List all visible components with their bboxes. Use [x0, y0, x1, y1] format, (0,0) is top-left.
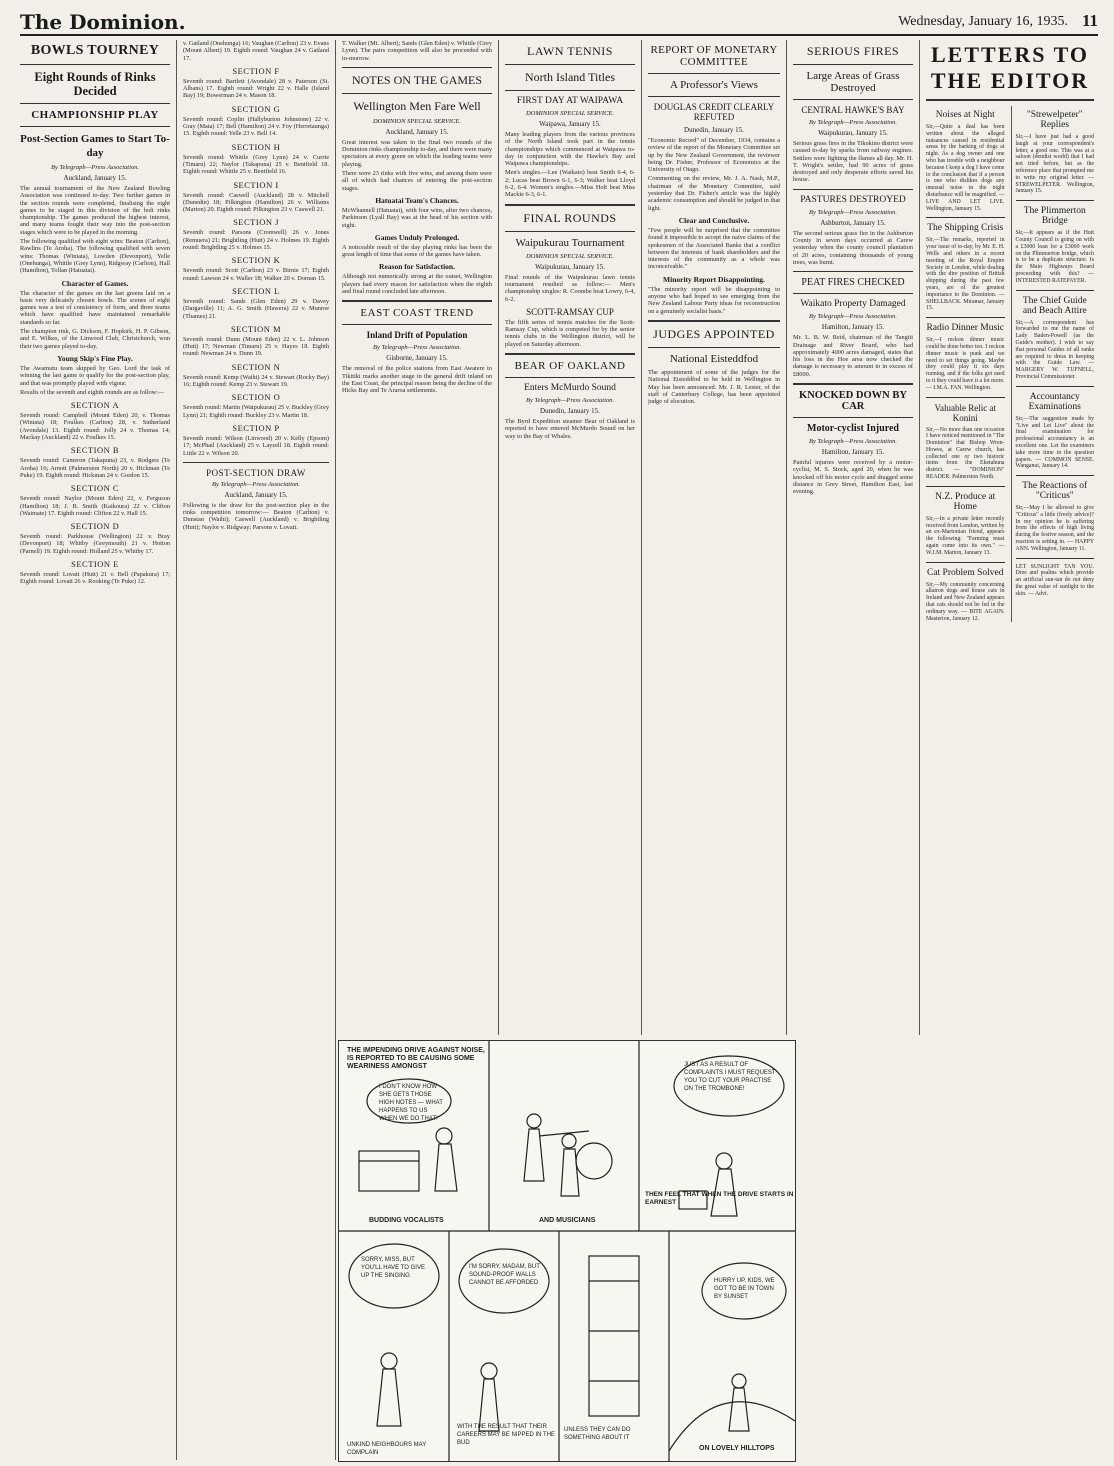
- editorial-cartoon: [338, 1040, 796, 1462]
- article-paragraph: "The minority report will be disappointing to anyone who had hoped to see emerging from the New Zealand Labour Party ideas for reconstruction on a genuinely socialist basis.": [648, 285, 780, 315]
- article-paragraph: Great interest was taken in the final two rounds of the Dominion rinks championship to-day, and there were many spectators at every green on which the leading teams were playing.: [342, 138, 492, 168]
- issue-date: Wednesday, January 16, 1935.: [898, 14, 1068, 29]
- crosshead: Reason for Satisfaction.: [379, 262, 455, 272]
- masthead: [20, 6, 1098, 36]
- speech-bubble: I DON'T KNOW HOW SHE GETS THOSE HIGH NOTES — WHAT HAPPENS TO US WHEN WE DO THAT!: [379, 1084, 443, 1122]
- dateline: Hamilton, January 15.: [821, 448, 885, 457]
- subhead-waikato: Waikato Property Damaged: [800, 299, 906, 310]
- article-paragraph: The annual tournament of the New Zealand Bowling Association was continued to-day. Two further games in the section rounds were completed, finalising the eight games to be staged in this division of the bolt rinks championship. The games produced the highest interest, and many teams fought their way into the post-section stages which were to be played in the morning.: [20, 185, 170, 236]
- section-heading: SECTION G: [231, 103, 281, 114]
- dateline: Waipukurau, January 15.: [818, 129, 888, 137]
- dateline: Dunedin, January 15.: [540, 407, 600, 416]
- section-heading: SECTION A: [70, 400, 120, 411]
- subhead-grass-destroyed: Large Areas of Grass Destroyed: [806, 70, 900, 94]
- dateline: Auckland, January 15.: [224, 490, 288, 499]
- headline-bowls: BOWLS TOURNEY: [30, 43, 160, 58]
- subhead-central-hawkes-bay: CENTRAL HAWKE'S BAY: [801, 105, 905, 115]
- section-heading: SECTION N: [231, 361, 281, 372]
- section-heading: SECTION D: [70, 521, 120, 532]
- special-service: DOMINION SPECIAL SERVICE.: [525, 252, 615, 260]
- results-paragraph: Seventh round: Scott (Carlton) 23 v. Birnie 17; Eighth round: Lawson 24 v. Waller 18; Walker 20 v. Dornan 15.: [183, 267, 329, 282]
- newspaper-title: The Dominion.: [20, 10, 186, 34]
- results-paragraph: Seventh round: Wilson (Linwood) 20 v. Kelly (Epsom) 17; McPhail (Auckland) 25 v. Layzell 18. Eighth round: Little 22 v. Wilson 20.: [183, 434, 329, 457]
- article-paragraph: Results of the seventh and eighth rounds are as follow:—: [20, 388, 165, 396]
- speech-bubble: SORRY, MISS, BUT YOU'LL HAVE TO GIVE UP THE SINGING: [361, 1257, 425, 1279]
- results-paragraph: Seventh round: Parkhouse (Wellington) 22 v. Bray (Devonport) 18; Whitby (Greymouth) 21 v. Hotton (Parnell) 19. Eighth round: Holland 25 v. Whitby 17.: [20, 533, 170, 555]
- crosshead: Clear and Conclusive.: [678, 215, 750, 225]
- cartoon-caption: UNKIND NEIGHBOURS MAY COMPLAIN: [347, 1442, 427, 1456]
- crosshead: Young Skip's Fine Play.: [57, 353, 133, 363]
- section-heading: SECTION H: [231, 141, 281, 152]
- letter-heading: Cat Problem Solved: [926, 567, 1004, 578]
- crosshead: Character of Games.: [61, 278, 129, 288]
- subhead-rinks: Eight Rounds of Rinks Decided: [34, 70, 156, 98]
- cartoon-caption: THEN FEEL THAT WHEN THE DRIVE STARTS IN EARNEST: [645, 1191, 794, 1206]
- results-paragraph: Seventh round: Bartlett (Avondale) 28 v. Paterson (St. Albans) 17. Eighth round: Wright 22 v. Halle (Island Bay) 19; Bowerman 24 v. Mason 18.: [183, 77, 329, 100]
- results-paragraph: Seventh round: Lovatt (Hutt) 21 v. Bell (Papakura) 17; Eighth round: Lovatt 26 v. Rooking (Te Puke) 12.: [20, 570, 170, 586]
- section-heading: SECTION P: [232, 422, 280, 433]
- headline-peat-fires: PEAT FIRES CHECKED: [801, 277, 905, 289]
- cartoon-caption: WITH THE RESULT THAT THEIR CAREERS MAY BE NIPPED IN THE BUD: [457, 1424, 556, 1446]
- article-paragraph: The character of the games on the last greens laid on a basis very delicately chosen bowls. The scenes of eight games was a test of consistency of form, and three teams which have qualified have maintained remarkable standards so far.: [20, 289, 170, 326]
- results-paragraph: Seventh round: Parsons (Cromwell) 26 v. Jones (Remuera) 21; Brightling (Hutt) 24 v. Holmes 19. Eighth round: Brightling 25 v. Holmes 15.: [183, 229, 329, 252]
- article-paragraph: Many leading players from the various provinces of the North Island took part in the tennis championships which commenced at Waipawa to-day in conjunction with the Hawke's Bay and Waipawa championships.: [505, 131, 635, 168]
- letter-body: Sir,—The remarks, reported in your issue of to-day, by Mr. E. H. Wells and others in a recent meeting of the Royal Empire Society in London, while dealing with the dire position of British shipping during the past few years, are of the greatest importance to the Dominion. — SHELLBACK. Miramar, January 15.: [926, 237, 1005, 312]
- column-3: [342, 40, 499, 1035]
- letter-heading: The Plimmerton Bridge: [1023, 206, 1086, 227]
- special-service: DOMINION SPECIAL SERVICE.: [525, 110, 615, 117]
- byline: By Telegraph—Press Association.: [808, 313, 898, 321]
- letter-heading: The Shipping Crisis: [927, 223, 1004, 234]
- page-number: 11: [1081, 11, 1098, 30]
- results-paragraph: Seventh round: Naylor (Mount Eden) 22, v. Ferguson (Hamilton) 18; J. B. Smith (Kaikoura) 22 v. Clifton (Waimate) 17. Eighth round: Clifton 22 v. Hall 15.: [20, 495, 170, 517]
- section-heading: SECTION B: [70, 445, 120, 456]
- letter-heading: The Chief Guide and Beach Attire: [1022, 295, 1087, 316]
- article-paragraph: The Awamutu team skipped by Geo. Lord the task of winning the last game to qualify for the post-section play, and that was promptly played with vigour.: [20, 364, 170, 387]
- byline: By Telegraph—Press Association.: [808, 208, 898, 216]
- article-paragraph: The following qualified with eight wins: Beaton (Carlton), Rawlins (Te Aroha). The following qualified with seven wins: Thomas (Winiata), Lowden (Devonport), Yelle (Onehunga), Whittle (Grey Lynn), Ridgway (Carlton), Hall (Hamilton), Tollan (Hatuatai).: [20, 238, 170, 275]
- crosshead: Hatuatai Team's Chances.: [375, 195, 459, 205]
- special-service: DOMINION SPECIAL SERVICE.: [372, 117, 462, 125]
- subhead-eisteddfod: National Eisteddfod: [669, 352, 759, 365]
- letters-heading: LETTERS TO THE EDITOR: [930, 42, 1090, 93]
- section-heading: SECTION C: [70, 483, 120, 494]
- letter-body: Sir,—It appears as if the Hutt County Council is going on with a £3000 loan for a £3000 work on the Plimmerton bridge, which is to be a duplicate structure. Is the Main Highways Board proceeding with this? — INTERESTED RATEPAYER.: [1015, 230, 1094, 284]
- article-paragraph: Final rounds of the Waipukurau lawn tennis tournament resulted as follow:— Men's championship singles: R. Coombe beat Lowry, 6-4, 6-2.: [505, 273, 635, 303]
- results-paragraph: Seventh round: Campbell (Mount Eden) 20, v. Thomas (Winiata) 18; Foulkes (Carlton) 28, v. Sutherland (Avondale) 13. Eighth round: Jolly 24 v. Thomas 14; Mackay (Auckland) 22 v. Foulkes 15.: [20, 412, 170, 442]
- article-paragraph: Serious grass fires in the Tikokino district were caused to-day by sparks from railway engines. Settlers were fighting the flames all day. Mr. H. T. Wright's settler, had 90 acres of grass destroyed and only desperate efforts saved his house.: [793, 140, 913, 184]
- headline-monetary: REPORT OF MONETARY COMMITTEE: [650, 44, 778, 68]
- letter-body: Sir,—No more than one occasion I have noticed mentioned in "The Dominion" that Bishop Wren-Howes, at Carew church, has collected one or two historic items from the Eketahuna district. — "DOMINION" READER. Palmerston North.: [926, 426, 1005, 481]
- subhead-motor-cyclist: Motor-cyclist Injured: [807, 423, 899, 435]
- article-paragraph: Painful injuries were received by a motor-cyclist, M. S. Stock, aged 20, when he was knocked off his motor cycle and dragged some distance in Grey Street, Hamilton East, last evening.: [793, 459, 913, 496]
- dateline: Ashburton, January 15.: [820, 218, 886, 227]
- headline-serious-fires: SERIOUS FIRES: [806, 44, 900, 58]
- section-heading: SECTION F: [232, 65, 280, 76]
- article-paragraph: McWhannell (Hatuatai), with four wins, after two chances, Parkinson (Lyall Bay) was at the head of his section with eight.: [342, 206, 492, 229]
- crosshead: Minority Report Disappointing.: [663, 274, 765, 284]
- dateline: Auckland, January 15.: [63, 174, 127, 182]
- subhead-inland-drift: Inland Drift of Population: [366, 330, 468, 341]
- byline: By Telegraph—Press Association.: [211, 480, 301, 488]
- article-paragraph: T. Walker (Mt. Albert); Sands (Glen Eden) v. Whittle (Grey Lynn). The pairs competition will also be proceeded with to-morrow.: [342, 40, 492, 62]
- article-paragraph: Men's singles.—Lee (Waikato) beat Smith 6-4, 6-2; Lucas beat Brown 6-1, 6-3; Walker beat Lloyd 6-2, 6-4. Women's singles.—Miss Holt beat Miss Mackie 6-3, 6-1.: [505, 169, 635, 199]
- letter-heading: N.Z. Produce at Home: [935, 491, 996, 512]
- letter-body: Sir,—May I be allowed to give "Criticus" a little (freely advice)? In my opinion he is suffering from the effects of high living during the festive season, and the reaction is setting in. — HAPPY ANN. Wellington, January 11.: [1015, 505, 1094, 552]
- headline-bear-of-oakland: BEAR OF OAKLAND: [514, 360, 626, 373]
- letter-body: Sir,—In a private letter recently received from London, written by an ex-Martonian friend, appears the following: "Farming must again come into its own." — W.J.M. Marton, January 13.: [926, 515, 1005, 556]
- subhead-championship: CHAMPIONSHIP PLAY: [31, 109, 159, 121]
- headline-lawn-tennis: LAWN TENNIS: [527, 44, 613, 58]
- results-paragraph: Seventh round: Coplin (Hallyburton Johnstone) 22 v. Gray (Mata) 17; Bell (Hamilton) 24 v. Foy (Herretaunga) 15. Eighth round: Yelle 23 v. Bell 14.: [183, 115, 329, 138]
- dateline: Dunedin, January 15.: [684, 126, 744, 134]
- advertisement: LET SUNLIGHT TAN YOU. Dree and psalms which provide an artificial sun-tan do not deny the great value of sunlight to the skin. — Advt.: [1015, 563, 1094, 597]
- byline: By Telegraph—Press Association.: [808, 438, 898, 446]
- subhead-post-section: Post-Section Games to Start To-day: [20, 133, 170, 159]
- letter-heading: Radio Dinner Music: [926, 323, 1005, 334]
- letter-body: Sir,—A correspondent has forwarded to me the name of Lady Baden-Powell (as the Guide's mother). I wish to say that personal Guides of all ranks are required to dress in keeping with the Guide Law. — MARGERY W. TUFNELL, Provincial Commissioner.: [1015, 319, 1094, 380]
- results-paragraph: Seventh round: Martin (Waipukurau) 25 v. Buckley (Grey Lynn) 21; Eighth round: Buckley 23 v. Martin 18.: [183, 404, 329, 419]
- article-paragraph: The Byrd Expedition steamer Bear of Oakland is reported to have entered McMurdo Sound on her way to the Bay of Whales.: [505, 418, 635, 440]
- results-paragraph: Seventh round: Dunn (Mount Eden) 22 v. L. Johnson (Hutt) 17; Newman (Timaru) 25 v. Hayes 18. Eighth round: Newman 24 v. Dunn 19.: [183, 335, 329, 358]
- letter-body: Sir,—I reckon dinner music could be done better too. I reckon dinner music is punk and we need to set things going. Maybe they could play it six days running, and if the folks got used to it they could have it a lot more. — I.M.A. FAN. Wellington.: [926, 337, 1005, 391]
- letter-heading: The Reactions of "Criticus": [1022, 481, 1088, 502]
- article-paragraph: Following is the draw for the post-section play in the rinks competition tomorrow:— Beaton (Carlton) v. Dunstan (Waihi); Caswell (Auckland) v. Brightling (Hutt); Naylor v. Ridgway; Parsons v. Lovatt.: [183, 501, 329, 531]
- dateline: Gisborne, January 15.: [386, 354, 448, 363]
- subhead-draw: POST-SECTION DRAW: [206, 467, 306, 478]
- dateline: Waipawa, January 15.: [539, 120, 601, 128]
- results-paragraph: Seventh round: Sands (Glen Eden) 29 v. Davey (Dargaville) 11; A. G. Smith (Hawera) 22 v. Munroe (Thames) 21.: [183, 297, 329, 320]
- dateline: Auckland, January 15.: [385, 127, 449, 136]
- section-heading: SECTION O: [231, 392, 281, 403]
- subhead-north-island: North Island Titles: [524, 70, 615, 84]
- article-paragraph: A noticeable result of the day playing rinks has been the great length of time that some of the games have taken.: [342, 243, 492, 259]
- subhead-waipawa: FIRST DAY AT WAIPAWA: [516, 96, 624, 106]
- section-heading: SECTION E: [71, 558, 119, 569]
- speech-bubble: HURRY UP, KIDS, WE GOT TO BE IN TOWN BY SUNSET: [714, 1278, 775, 1300]
- section-heading: SECTION I: [233, 179, 279, 190]
- article-paragraph: The second serious grass fire in the Ashburton County in seven days occurred at Carew yesterday when the county council plantation of 20 acres, containing thousands of young trees, was burnt.: [793, 229, 913, 266]
- results-paragraph: Seventh round: Kemp (Waihi) 24 v. Stewart (Rocky Bay) 16; Eighth round: Kemp 23 v. Stewart 19.: [183, 373, 329, 389]
- headline-knocked-down: KNOCKED DOWN BY CAR: [799, 390, 907, 413]
- article-paragraph: The appointment of some of the judges for the National Eisteddfod to be held in Wellington in May has been announced. Mr. J. R. Lester, of the staff of Canterbury College, has been appointed judge of elocution.: [648, 368, 780, 406]
- article-paragraph: "Few people will be surprised that the committee found it impossible to accept the naive claims of the spokesmen of the Associated Banks that a conflict between the interests of bank shareholders and the interests of the community as a whole was inconceivable.": [648, 226, 780, 271]
- subhead-wellington: Wellington Men Fare Well: [353, 98, 481, 113]
- letter-body: Sir,—I have just had a good laugh at your correspondent's letter, a good one. This was at a saloon (dendist world) that I had not tried before, but as the reference place that prompted me to write my original letter. — STREWELPETER. Wellington, January 15.: [1015, 134, 1094, 195]
- byline: By Telegraph—Press Association.: [50, 164, 140, 171]
- section-heading: SECTION J: [233, 217, 279, 228]
- headline-east-coast: EAST COAST TREND: [360, 307, 474, 320]
- letter-heading: Noises at Night: [935, 110, 995, 120]
- article-paragraph: There were 23 rinks with five wins, and among them were all of which had chances of entering the post-section stages.: [342, 170, 492, 192]
- byline: By Telegraph—Press Association.: [525, 397, 615, 405]
- section-heading: SECTION M: [230, 323, 282, 334]
- speech-bubble: JUST AS A RESULT OF COMPLAINTS I MUST REQUEST YOU TO CUT YOUR PRACTISE ON THE TROMBONE!: [684, 1062, 776, 1092]
- column-2: [183, 40, 336, 1460]
- letters-section: [926, 40, 1094, 1460]
- headline-pastures: PASTURES DESTROYED: [800, 194, 906, 205]
- article-paragraph: "Economic Record" of December, 1934, contains a review of the report of the Monetary Committee set up by the New Zealand Government, the reviewer being Dr. Fisher, Professor of Economics at the University of Otago.: [648, 137, 780, 174]
- headline-final-rounds: FINAL ROUNDS: [523, 210, 617, 225]
- section-heading: SECTION L: [232, 285, 280, 296]
- letter-body: Sir,—Quite a deal has been written about the alleged nuisances caused in residential areas by the barking of dogs at night. As a dog owner and one who has trouble with a neighbour because I keep a dog I have come to the conclusion that if a person is one who dislikes dogs any unusual noise in the night disturbance will be magnified. — LIVE AND LET LIVE. Wellington, January 15.: [926, 124, 1005, 212]
- column-1: [20, 40, 177, 1460]
- dateline: Waipukurau, January 15.: [535, 262, 605, 271]
- letter-heading: Accountancy Examinations: [1028, 391, 1081, 412]
- letter-body: Sir,—The suggestion made by "Live and Let Live" about the final examination for professional accountancy is an excellent one. Let the examiners take more time in the question papers. — COMMON SENSE. Wanganui, January 14.: [1015, 415, 1094, 470]
- cartoon-caption: UNLESS THEY CAN DO SOMETHING ABOUT IT: [564, 1427, 631, 1441]
- letters-right-column: [1011, 106, 1095, 622]
- article-paragraph: Commenting on the review, Mr. J. A. Nash, M.P., chairman of the Monetary Committee, said yesterday that Dr. Fisher's article was the highly academic consumption and should be judged in that light.: [648, 175, 780, 212]
- cartoon-caption: ON LOVELY HILLTOPS: [699, 1445, 775, 1452]
- letter-body: Sir,—My community concerning allatron dogs and house cats in Ireland and New Zealand appears that cats should not be fed in the ordinary way. — BITE AGAIN. Masterton, January 12.: [926, 581, 1005, 622]
- article-paragraph: Mr. L. B. W. Reid, chairman of the Tangiti Drainage and River Board, who had approximately 4000 acres damaged, states that his loss in the Hoe area now checked the damage is necessary to amount to in excess of £8000.: [793, 334, 913, 378]
- crosshead: Games Unduly Prolonged.: [374, 232, 460, 242]
- subhead-professor: A Professor's Views: [670, 79, 758, 91]
- results-paragraph: Seventh round: Cameron (Takapuna) 23, v. Rodgers (Te Aroha) 16; Arnott (Palmerston North) 20 v. Hickman (Te Puke) 19. Eighth round: Hickman 24 v. Gordon 15.: [20, 457, 170, 479]
- column-4: [505, 40, 642, 1035]
- column-5: [648, 40, 787, 1035]
- results-paragraph: v. Gatland (Onehunga) 16; Vaughan (Carlton) 23 v. Evans (Mount Albert) 19. Eighth round: Vaughan 24 v. Gatland 17.: [183, 40, 329, 62]
- results-paragraph: Seventh round: Caswell (Auckland) 28 v. Mitchell (Dunedin) 18; Pilkington (Hamilton) 26 v. Williams (Marton) 20. Eighth round: Pilkington 23 v. Caswell 21.: [183, 191, 329, 214]
- subhead-waipukurau: Waipukurau Tournament: [515, 236, 625, 249]
- headline-notes: NOTES ON THE GAMES: [351, 72, 483, 87]
- subhead-scott-ramsay: SCOTT-RAMSAY CUP: [526, 306, 614, 317]
- cartoon-caption: THE IMPENDING DRIVE AGAINST NOISE, IS REPORTED TO BE CAUSING SOME WEARINESS AMONGST: [347, 1047, 485, 1070]
- column-6: [793, 40, 920, 1035]
- results-paragraph: Seventh round: Whittle (Grey Lynn) 24 v. Currie (Timaru) 22; Naylor (Takapuna) 25 v. Bentfield 18. Eighth round: Whittle 25 v. Bentfield 16.: [183, 153, 329, 176]
- cartoon-caption: AND MUSICIANS: [539, 1217, 596, 1224]
- dateline: Hamilton, January 15.: [821, 323, 885, 332]
- article-paragraph: Although not numerically strong at the outset, Wellington players had every reason for satisfaction when the eighth and final round concluded late afternoon.: [342, 273, 492, 296]
- cartoon-caption: BUDDING VOCALISTS: [369, 1217, 444, 1224]
- headline-judges: JUDGES APPOINTED: [653, 326, 775, 341]
- letter-heading: "Strewelpeter" Replies: [1026, 110, 1083, 130]
- byline: By Telegraph—Press Association.: [808, 119, 898, 126]
- letter-heading: Valuable Relic at Konini: [934, 402, 996, 423]
- subhead-mcmurdo: Enters McMurdo Sound: [524, 383, 616, 394]
- section-heading: SECTION K: [231, 255, 281, 266]
- article-paragraph: The removal of the police stations from East Awatere to Tikitiki marks another stage in the general drift inland on the East Coast, the principal reason being the decline of the Hicks Bay and Te Araroa settlements.: [342, 365, 492, 395]
- subhead-douglas-credit: DOUGLAS CREDIT CLEARLY REFUTED: [653, 102, 775, 122]
- article-paragraph: The fifth series of tennis matches for the Scott-Ramsay Cup, which is competed for by the senior tennis clubs in the Wellington district, will be played on Saturday afternoon.: [505, 318, 635, 348]
- article-paragraph: The champion rink, G. Dickson, F. Hopkirk, H. P. Gibson, and E. Wilkes, of the Linwood Club, Christchurch, won their two games played to-day.: [20, 328, 170, 350]
- byline: By Telegraph—Press Association.: [372, 344, 462, 352]
- speech-bubble: I'M SORRY, MADAM, BUT SOUND-PROOF WALLS CANNOT BE AFFORDED: [469, 1264, 540, 1286]
- letters-left-column: [926, 106, 1005, 622]
